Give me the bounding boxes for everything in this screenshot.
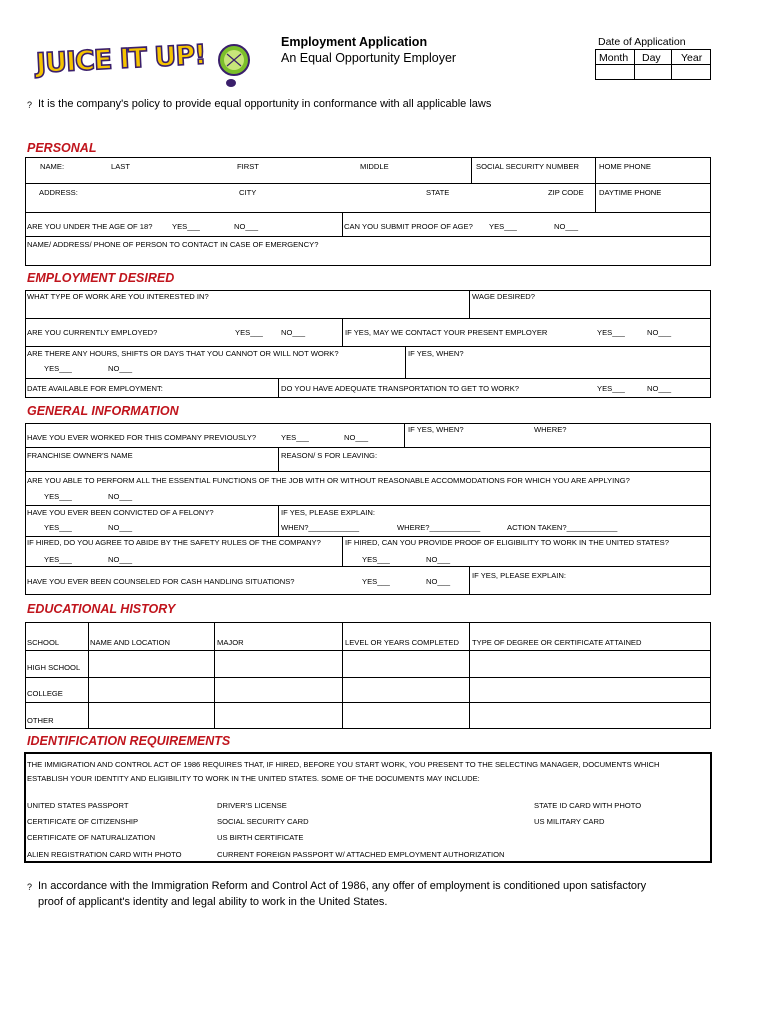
transportation-yes[interactable]: YES___ [597, 384, 625, 393]
franchise-owner-label: FRANCHISE OWNER'S NAME [27, 451, 133, 460]
id-doc-us-birth-certificate: US BIRTH CERTIFICATE [217, 833, 304, 842]
id-doc-alien-registration: ALIEN REGISTRATION CARD WITH PHOTO [27, 850, 182, 859]
transportation-question: DO YOU HAVE ADEQUATE TRANSPORTATION TO GET TO WORK? [281, 384, 519, 393]
under-18-no[interactable]: NO___ [234, 222, 259, 231]
ssn-field[interactable] [472, 172, 594, 182]
section-heading-personal: PERSONAL [27, 141, 97, 155]
eligibility-no[interactable]: NO___ [426, 555, 451, 564]
hours-restriction-no[interactable]: NO___ [108, 364, 133, 373]
id-doc-foreign-passport: CURRENT FOREIGN PASSPORT W/ ATTACHED EMPLOYMENT AUTHORIZATION [217, 850, 505, 859]
city-label: CITY [239, 188, 257, 197]
date-month-label: Month [599, 52, 629, 64]
date-day-label: Day [642, 52, 661, 64]
footer-statement-line2: proof of applicant's identity and legal ability to work in the United States. [38, 896, 388, 908]
contact-employer-question: IF YES, MAY WE CONTACT YOUR PRESENT EMPLOYER [345, 328, 548, 337]
essential-functions-yes[interactable]: YES___ [44, 492, 72, 501]
currently-employed-no[interactable]: NO___ [281, 328, 306, 337]
contact-employer-no[interactable]: NO___ [647, 328, 672, 337]
id-doc-state-id-card: STATE ID CARD WITH PHOTO [534, 801, 642, 810]
name-label: NAME: [40, 162, 65, 171]
id-doc-certificate-citizenship: CERTIFICATE OF CITIZENSHIP [27, 817, 139, 826]
felony-where-field[interactable]: WHERE?____________ [397, 523, 481, 532]
bullet-icon: ? [27, 882, 33, 892]
policy-statement: It is the company's policy to provide equal opportunity in conformance with all applicable laws [38, 98, 492, 110]
id-doc-certificate-naturalization: CERTIFICATE OF NATURALIZATION [27, 833, 156, 842]
safety-rules-yes[interactable]: YES___ [44, 555, 72, 564]
education-col-degree: TYPE OF DEGREE OR CERTIFICATE ATTAINED [472, 638, 642, 647]
essential-functions-question: ARE YOU ABLE TO PERFORM ALL THE ESSENTIAL FUNCTIONS OF THE JOB WITH OR WITHOUT REASONABLE ACCOMMODATIONS FOR WHICH YOU ARE APPLYING? [27, 476, 630, 485]
home-phone-field[interactable] [596, 172, 710, 182]
cash-handling-yes[interactable]: YES___ [362, 577, 390, 586]
work-type-question: WHAT TYPE OF WORK ARE YOU INTERESTED IN? [27, 292, 209, 301]
currently-employed-yes[interactable]: YES___ [235, 328, 263, 337]
date-day-field[interactable] [635, 65, 671, 79]
zip-code-label: ZIP CODE [548, 188, 584, 197]
section-heading-educational-history: EDUCATIONAL HISTORY [27, 602, 176, 616]
hours-restriction-when-label: IF YES, WHEN? [408, 349, 464, 358]
footer-statement-line1: In accordance with the Immigration Reform and Control Act of 1986, any offer of employment is conditioned upon satisfactory [38, 880, 647, 892]
worked-before-where-label: WHERE? [534, 425, 567, 434]
felony-explain-label: IF YES, PLEASE EXPLAIN: [281, 508, 375, 517]
reasons-for-leaving-label: REASON/ S FOR LEAVING: [281, 451, 378, 460]
education-col-major: MAJOR [217, 638, 244, 647]
state-label: STATE [426, 188, 450, 197]
felony-when-field[interactable]: WHEN?____________ [281, 523, 360, 532]
education-college-fields[interactable] [89, 678, 710, 701]
worked-before-yes[interactable]: YES___ [281, 433, 309, 442]
education-row-other: OTHER [27, 716, 54, 725]
company-logo [34, 34, 256, 92]
daytime-phone-label: DAYTIME PHONE [599, 188, 662, 197]
id-doc-us-military-card: US MILITARY CARD [534, 817, 605, 826]
emergency-contact-field[interactable] [26, 251, 710, 265]
education-other-fields[interactable] [89, 703, 710, 728]
section-heading-employment-desired: EMPLOYMENT DESIRED [27, 271, 175, 285]
cash-handling-question: HAVE YOU EVER BEEN COUNSELED FOR CASH HANDLING SITUATIONS? [27, 577, 295, 586]
felony-no[interactable]: NO___ [108, 523, 133, 532]
ssn-label: SOCIAL SECURITY NUMBER [476, 162, 579, 171]
reasons-for-leaving-field[interactable] [279, 461, 710, 470]
wage-desired-label: WAGE DESIRED? [472, 292, 536, 301]
currently-employed-question: ARE YOU CURRENTLY EMPLOYED? [27, 328, 158, 337]
proof-of-age-yes[interactable]: YES___ [489, 222, 517, 231]
section-heading-general-information: GENERAL INFORMATION [27, 404, 179, 418]
form-subtitle: An Equal Opportunity Employer [281, 51, 457, 65]
identification-intro-line1: THE IMMIGRATION AND CONTROL ACT OF 1986 REQUIRES THAT, IF HIRED, BEFORE YOU START WORK, YOU PRESENT TO THE SELECTING MANAGER, DOCUMENTS WHICH [27, 760, 660, 769]
id-doc-social-security-card: SOCIAL SECURITY CARD [217, 817, 309, 826]
home-phone-label: HOME PHONE [599, 162, 651, 171]
proof-of-age-no[interactable]: NO___ [554, 222, 579, 231]
cash-handling-explain-label: IF YES, PLEASE EXPLAIN: [472, 571, 566, 580]
worked-before-question: HAVE YOU EVER WORKED FOR THIS COMPANY PREVIOUSLY? [27, 433, 257, 442]
education-col-name-location: NAME AND LOCATION [90, 638, 171, 647]
cash-handling-no[interactable]: NO___ [426, 577, 451, 586]
section-heading-identification-requirements: IDENTIFICATION REQUIREMENTS [27, 734, 231, 748]
hours-restriction-question: ARE THERE ANY HOURS, SHIFTS OR DAYS THAT YOU CANNOT OR WILL NOT WORK? [27, 349, 339, 358]
education-high-school-fields[interactable] [89, 651, 710, 676]
eligibility-yes[interactable]: YES___ [362, 555, 390, 564]
date-year-field[interactable] [672, 65, 710, 79]
education-row-high-school: HIGH SCHOOL [27, 663, 81, 672]
franchise-owner-field[interactable] [26, 461, 277, 470]
identification-intro-line2: ESTABLISH YOUR IDENTITY AND ELIGIBILITY TO WORK IN THE UNITED STATES. SOME OF THE DOCUMENTS MAY INCLUDE: [27, 774, 480, 783]
worked-before-when-label: IF YES, WHEN? [408, 425, 464, 434]
eligibility-question: IF HIRED, CAN YOU PROVIDE PROOF OF ELIGIBILITY TO WORK IN THE UNITED STATES? [345, 538, 669, 547]
under-18-yes[interactable]: YES___ [172, 222, 200, 231]
daytime-phone-field[interactable] [596, 198, 710, 211]
transportation-no[interactable]: NO___ [647, 384, 672, 393]
bullet-icon: ? [27, 100, 33, 110]
id-doc-drivers-license: DRIVER'S LICENSE [217, 801, 287, 810]
id-doc-us-passport: UNITED STATES PASSPORT [27, 801, 129, 810]
last-name-label: LAST [111, 162, 130, 171]
date-available-label: DATE AVAILABLE FOR EMPLOYMENT: [27, 384, 163, 393]
form-title: Employment Application [281, 35, 428, 49]
address-label: ADDRESS: [39, 188, 78, 197]
work-type-field[interactable] [26, 303, 468, 317]
hours-restriction-yes[interactable]: YES___ [44, 364, 72, 373]
proof-of-age-question: CAN YOU SUBMIT PROOF OF AGE? [344, 222, 473, 231]
emergency-contact-label: NAME/ ADDRESS/ PHONE OF PERSON TO CONTACT IN CASE OF EMERGENCY? [27, 240, 319, 249]
education-col-level: LEVEL OR YEARS COMPLETED [345, 638, 459, 647]
address-field[interactable] [26, 198, 594, 211]
first-name-label: FIRST [237, 162, 259, 171]
worked-before-no[interactable]: NO___ [344, 433, 369, 442]
essential-functions-no[interactable]: NO___ [108, 492, 133, 501]
felony-question: HAVE YOU EVER BEEN CONVICTED OF A FELONY? [27, 508, 214, 517]
wage-desired-field[interactable] [470, 303, 710, 317]
safety-rules-question: IF HIRED, DO YOU AGREE TO ABIDE BY THE SAFETY RULES OF THE COMPANY? [27, 538, 321, 547]
name-field[interactable] [26, 172, 470, 182]
date-month-field[interactable] [596, 65, 634, 79]
middle-name-label: MIDDLE [360, 162, 389, 171]
safety-rules-no[interactable]: NO___ [108, 555, 133, 564]
felony-yes[interactable]: YES___ [44, 523, 72, 532]
date-of-application-label: Date of Application [598, 36, 686, 48]
education-col-school: SCHOOL [27, 638, 60, 647]
felony-action-field[interactable]: ACTION TAKEN?____________ [507, 523, 618, 532]
date-year-label: Year [681, 52, 703, 64]
under-18-question: ARE YOU UNDER THE AGE OF 18? [27, 222, 153, 231]
contact-employer-yes[interactable]: YES___ [597, 328, 625, 337]
education-row-college: COLLEGE [27, 689, 63, 698]
logo-text: JUICE IT UP! [35, 39, 207, 80]
